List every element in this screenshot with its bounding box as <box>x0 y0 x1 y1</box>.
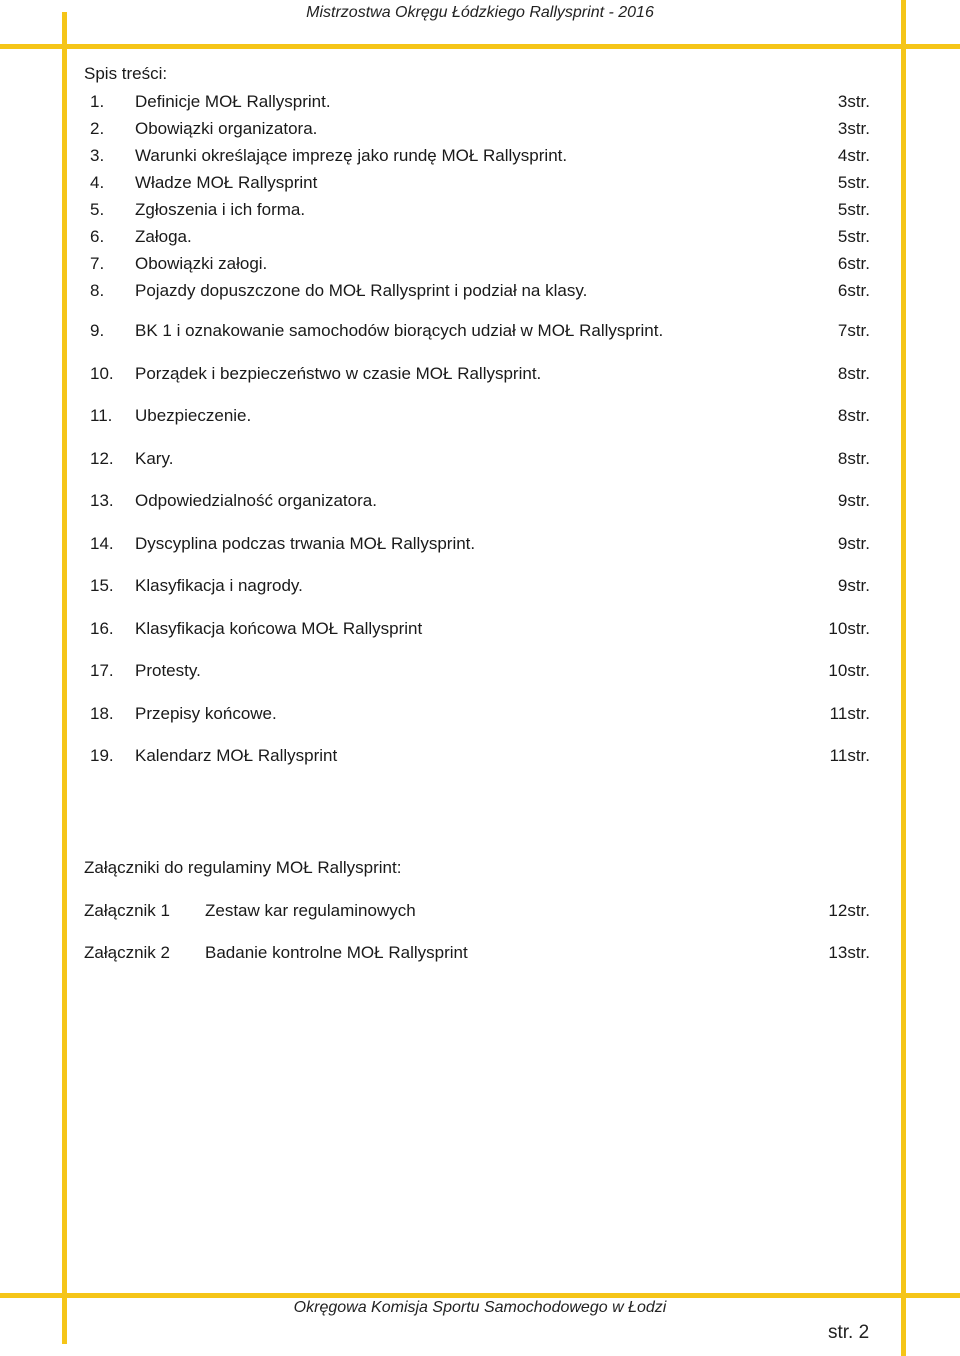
toc-item-label: Definicje MOŁ Rallysprint. <box>135 92 331 111</box>
attachment-label: Zestaw kar regulaminowych <box>205 901 416 920</box>
toc-item-page: 9str. <box>837 491 870 510</box>
toc-item <box>90 321 870 345</box>
attachment-id: Załącznik 2 <box>84 943 170 962</box>
toc-item-label: Pojazdy dopuszczone do MOŁ Rallysprint i podział na klasy. <box>135 281 588 300</box>
toc-item-number: 12. <box>90 449 114 468</box>
toc-item <box>90 449 870 473</box>
toc-item <box>90 227 870 251</box>
toc-item <box>90 534 870 558</box>
toc-heading: Spis treści: <box>84 64 168 83</box>
attachments-heading: Załączniki do regulaminy MOŁ Rallysprint: <box>84 858 402 877</box>
toc-item-number: 6. <box>90 227 105 246</box>
attachment-page: 12str. <box>828 901 870 920</box>
toc-item-page: 6str. <box>837 281 870 300</box>
toc-item <box>90 119 870 143</box>
toc-item-label: BK 1 i oznakowanie samochodów biorących udział w MOŁ Rallysprint. <box>135 321 664 340</box>
toc-item-label: Przepisy końcowe. <box>135 704 277 723</box>
toc-item-number: 1. <box>90 92 105 111</box>
toc-item <box>90 746 870 770</box>
toc-item-page: 8str. <box>837 364 870 383</box>
toc-item-page: 6str. <box>837 254 870 273</box>
toc-item-label: Ubezpieczenie. <box>135 406 252 425</box>
toc-item-number: 8. <box>90 281 105 300</box>
toc-item-number: 2. <box>90 119 105 138</box>
toc-item-page: 3str. <box>837 119 870 138</box>
toc-item-label: Dyscyplina podczas trwania MOŁ Rallysprint. <box>135 534 476 553</box>
toc-item-number: 13. <box>90 491 114 510</box>
toc-item <box>90 364 870 388</box>
toc-item-page: 11str. <box>829 704 870 723</box>
toc-item-page: 7str. <box>837 321 870 340</box>
toc-item <box>90 146 870 170</box>
toc-item-page: 3str. <box>837 92 870 111</box>
toc-item-number: 11. <box>90 406 113 425</box>
toc-item-label: Porządek i bezpieczeństwo w czasie MOŁ Rallysprint. <box>135 364 542 383</box>
toc-item-page: 11str. <box>829 746 870 765</box>
toc-item-label: Protesty. <box>135 661 201 680</box>
toc-item-label: Warunki określające imprezę jako rundę MOŁ Rallysprint. <box>135 146 568 165</box>
page-number: str. 2 <box>828 1322 870 1343</box>
toc-item <box>90 200 870 224</box>
toc-item-number: 17. <box>90 661 114 680</box>
toc-item-page: 8str. <box>837 406 870 425</box>
toc-item <box>90 92 870 116</box>
attachment-item <box>84 901 870 925</box>
attachment-page: 13str. <box>828 943 870 962</box>
toc-item <box>90 576 870 600</box>
toc-item-number: 10. <box>90 364 114 383</box>
header-title: Mistrzostwa Okręgu Łódzkiego Rallysprint - 2016 <box>306 4 654 21</box>
toc-item <box>90 173 870 197</box>
toc-item-page: 9str. <box>837 534 870 553</box>
toc-item-label: Kary. <box>135 449 174 468</box>
toc-item-number: 16. <box>90 619 114 638</box>
toc-item-label: Obowiązki organizatora. <box>135 119 318 138</box>
toc-item-number: 5. <box>90 200 105 219</box>
toc-item-number: 3. <box>90 146 105 165</box>
toc-item-page: 9str. <box>837 576 870 595</box>
toc-item-page: 8str. <box>837 449 870 468</box>
toc-item-label: Klasyfikacja i nagrody. <box>135 576 303 595</box>
frame-left-line <box>62 12 67 1344</box>
attachment-label: Badanie kontrolne MOŁ Rallysprint <box>205 943 468 962</box>
frame-right-line <box>901 0 906 1356</box>
toc-item-number: 4. <box>90 173 105 192</box>
attachment-item <box>84 943 870 967</box>
toc-item-page: 10str. <box>828 661 870 680</box>
toc-item <box>90 406 870 430</box>
attachment-id: Załącznik 1 <box>84 901 170 920</box>
toc-item-label: Zgłoszenia i ich forma. <box>135 200 306 219</box>
toc-item-number: 19. <box>90 746 114 765</box>
toc-item-label: Klasyfikacja końcowa MOŁ Rallysprint <box>135 619 423 638</box>
toc-item-label: Odpowiedzialność organizatora. <box>135 491 377 510</box>
frame-bottom-line <box>0 1293 960 1298</box>
toc-item-label: Obowiązki załogi. <box>135 254 268 273</box>
toc-item <box>90 619 870 643</box>
toc-item-page: 5str. <box>837 227 870 246</box>
toc-item <box>90 254 870 278</box>
toc-item-page: 5str. <box>837 200 870 219</box>
footer-organization: Okręgowa Komisja Sportu Samochodowego w Łodzi <box>293 1299 667 1316</box>
toc-item <box>90 491 870 515</box>
toc-item-number: 18. <box>90 704 114 723</box>
frame-top-line <box>0 44 960 49</box>
toc-item-number: 9. <box>90 321 105 340</box>
toc-item-page: 5str. <box>837 173 870 192</box>
toc-item <box>90 661 870 685</box>
toc-item-label: Załoga. <box>135 227 192 246</box>
toc-item-page: 10str. <box>828 619 870 638</box>
toc-item <box>90 704 870 728</box>
toc-item-number: 7. <box>90 254 105 273</box>
toc-item-label: Władze MOŁ Rallysprint <box>135 173 318 192</box>
toc-item-number: 15. <box>90 576 114 595</box>
toc-item <box>90 281 870 305</box>
toc-item-number: 14. <box>90 534 114 553</box>
toc-item-page: 4str. <box>837 146 870 165</box>
toc-item-label: Kalendarz MOŁ Rallysprint <box>135 746 338 765</box>
